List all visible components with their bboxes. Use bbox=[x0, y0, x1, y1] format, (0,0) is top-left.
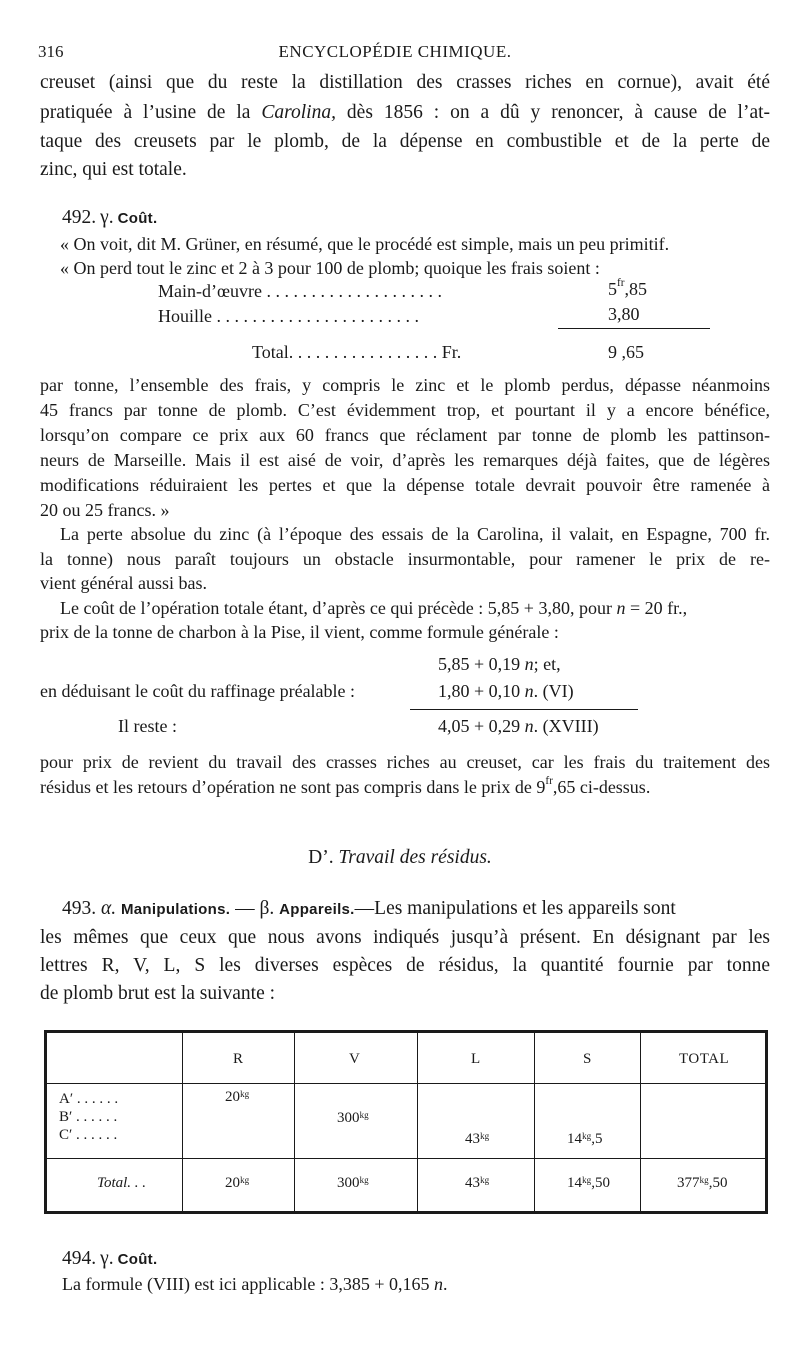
intro-line-2 bbox=[40, 102, 770, 124]
cell-total-s: 14ᵏᵍ,50 bbox=[567, 1175, 610, 1191]
section-492-heading bbox=[62, 207, 157, 229]
section-number: 494. bbox=[62, 1248, 97, 1269]
intro-carolina: Carolina, bbox=[261, 102, 336, 123]
para3-line-2: prix de la tonne de charbon à la Pise, il vient, comme formule générale : bbox=[40, 622, 559, 642]
formula-2: 1,80 + 0,10 n. (VI) bbox=[438, 681, 574, 701]
row-label-c: C′ . . . . . . bbox=[59, 1127, 118, 1143]
deduct-label: en déduisant le coût du raffinage préalable : bbox=[40, 681, 356, 701]
section-number: 493. bbox=[62, 898, 97, 919]
para4-line-1: pour prix de revient du travail des crasses riches au creuset, car les frais du traitement des bbox=[40, 752, 770, 772]
total-value: 9 ,65 bbox=[608, 342, 644, 362]
sum-rule bbox=[558, 328, 710, 329]
section-494-line: La formule (VIII) est ici applicable : 3,385 + 0,165 n. bbox=[62, 1274, 448, 1294]
para4-line-2: résidus et les retours d’opération ne sont pas compris dans le prix de $9^{fr},65$ ci-dessus. bbox=[40, 775, 651, 797]
cost-label-coal: Houille . . . . . . . . . . . . . . . . . . . . . . . bbox=[158, 306, 419, 326]
page-number: 316 bbox=[38, 42, 64, 61]
heading-manipulations: Manipulations. bbox=[121, 901, 231, 918]
intro-line-2b: dès 1856 : on a dû y renoncer, à cause de l’at- bbox=[346, 102, 771, 123]
cell-b-v: 300ᵏᵍ bbox=[337, 1110, 369, 1126]
section-title: Coût. bbox=[117, 210, 158, 227]
para2-line-1: La perte absolue du zinc (à l’époque des essais de la Carolina, il valait, en Espagne, 700 fr. bbox=[60, 524, 770, 544]
row-label-a: A′ . . . . . . bbox=[59, 1091, 119, 1107]
intro-line-1: creuset (ainsi que du reste la distillation des crasses riches en cornue), avait été bbox=[40, 72, 770, 93]
section-d-heading bbox=[0, 847, 800, 869]
para-line-6: 20 ou 25 francs. » bbox=[40, 500, 170, 520]
cell-total-r: 20ᵏᵍ bbox=[225, 1175, 250, 1191]
para-line-3: lorsqu’on compare ce prix aux 60 francs que réclament par tonne de plomb les pattinson- bbox=[40, 425, 770, 445]
row-label-b: B′ . . . . . . bbox=[59, 1109, 118, 1125]
reste-label: Il reste : bbox=[118, 716, 177, 736]
col-divider bbox=[294, 1033, 295, 1211]
greek-letter: γ. bbox=[100, 207, 114, 228]
para2-line-3: vient général aussi bas. bbox=[40, 573, 207, 593]
section-494-heading bbox=[62, 1248, 157, 1270]
cell-c-s: 14ᵏᵍ,5 bbox=[567, 1131, 603, 1147]
header-divider bbox=[47, 1083, 765, 1084]
section-493-line-4: de plomb brut est la suivante : bbox=[40, 983, 276, 1004]
section-d-title: Travail des résidus. bbox=[338, 847, 492, 868]
header-s: S bbox=[583, 1051, 592, 1067]
col-divider bbox=[534, 1033, 535, 1211]
cell-c-l: 43ᵏᵍ bbox=[465, 1131, 490, 1147]
intro-line-2a: pratiquée à l’usine de la bbox=[40, 102, 251, 123]
col-divider bbox=[182, 1033, 183, 1211]
section-493-line-3: lettres R, V, L, S les diverses espèces de résidus, la quantité fournie par tonne bbox=[40, 955, 770, 976]
section-493-line-2: les mêmes que ceux que nous avons indiqués jusqu’à présent. En désignant par les bbox=[40, 927, 770, 948]
header-total: TOTAL bbox=[679, 1051, 730, 1067]
formula-rule bbox=[410, 709, 638, 710]
section-number: 492. bbox=[62, 207, 97, 228]
para-line-5: modifications réduiraient les pertes et que la dépense totale devrait pouvoir être ramenée à bbox=[40, 475, 770, 495]
page-title: ENCYCLOPÉDIE CHIMIQUE. bbox=[278, 42, 512, 61]
cell-a-r: 20ᵏᵍ bbox=[225, 1089, 250, 1105]
cost-label-labour: Main-d’œuvre . . . . . . . . . . . . . . . . . . . . bbox=[158, 281, 442, 301]
quote-line-2: « On perd tout le zinc et 2 à 3 pour 100 de plomb; quoique les frais soient : bbox=[60, 258, 600, 278]
cell-total-total: 377ᵏᵍ,50 bbox=[677, 1175, 728, 1191]
intro-line-4: zinc, qui est totale. bbox=[40, 159, 187, 180]
col-divider bbox=[417, 1033, 418, 1211]
section-title: Coût. bbox=[117, 1251, 158, 1268]
cost-value-coal: 3,80 bbox=[608, 304, 640, 324]
section-d-prefix: D’. bbox=[308, 847, 334, 868]
cell-total-l: 43ᵏᵍ bbox=[465, 1175, 490, 1191]
formula-3: 4,05 + 0,29 n. (XVIII) bbox=[438, 716, 599, 736]
intro-line-3: taque des creusets par le plomb, de la dépense en combustible et de la perte de bbox=[40, 131, 770, 152]
total-label: Total. . . . . . . . . . . . . . . . . Fr. bbox=[252, 342, 462, 362]
header-l: L bbox=[471, 1051, 481, 1067]
para-line-4: neurs de Marseille. Mais il est aisé de voir, d’après les remarques déjà faites, que de légères bbox=[40, 450, 770, 470]
header-r: R bbox=[233, 1051, 244, 1067]
para-line-1: par tonne, l’ensemble des frais, y compris le zinc et le plomb perdus, dépasse néanmoins bbox=[40, 375, 770, 395]
cost-value-labour: $5^{fr},85$ bbox=[608, 277, 647, 299]
para3-line-1: Le coût de l’opération totale étant, d’après ce qui précède : 5,85 + 3,80, pour n = 20 fr., bbox=[60, 598, 688, 618]
para-line-2: 45 francs par tonne de plomb. C’est évidemment trop, et pourtant il y a encore bénéfice, bbox=[40, 400, 770, 420]
header-v: V bbox=[349, 1051, 361, 1067]
row-label-total: Total. . . bbox=[97, 1175, 147, 1191]
quote-line-1: « On voit, dit M. Grüner, en résumé, que le procédé est simple, mais un peu primitif. bbox=[60, 234, 670, 254]
col-divider bbox=[640, 1033, 641, 1211]
greek-letter: γ. bbox=[100, 1248, 114, 1269]
heading-appareils: Appareils. bbox=[279, 901, 355, 918]
para2-line-2: la tonne) nous paraît toujours un obstacle insurmontable, pour ramener le prix de re- bbox=[40, 549, 770, 569]
formula-1: 5,85 + 0,19 n; et, bbox=[438, 654, 561, 674]
cell-total-v: 300ᵏᵍ bbox=[337, 1175, 369, 1191]
section-493-line-1: 493. α. Manipulations. — β. Appareils.—Les manipulations et les appareils sont bbox=[62, 898, 676, 919]
residue-table bbox=[44, 1030, 768, 1214]
total-divider bbox=[47, 1158, 765, 1159]
